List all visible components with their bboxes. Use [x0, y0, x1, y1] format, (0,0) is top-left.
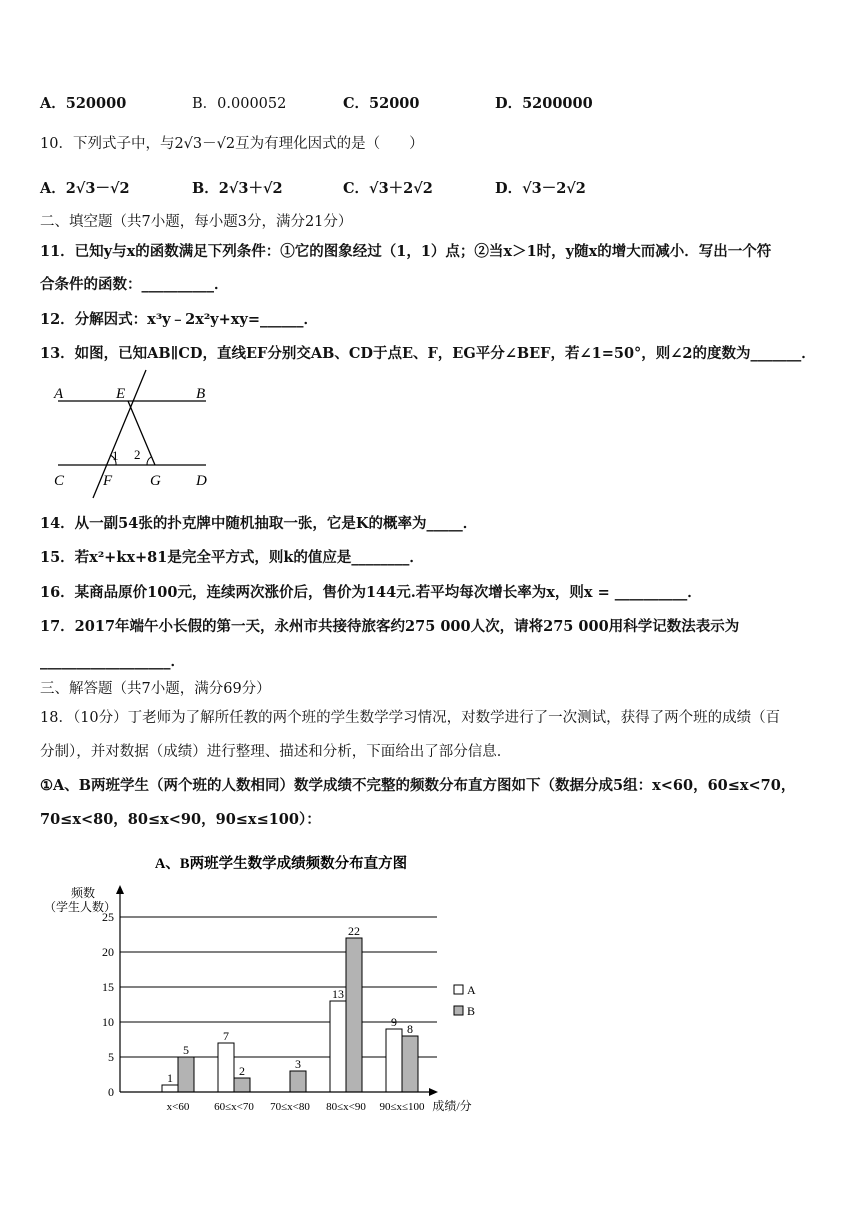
histogram-chart	[0, 845, 868, 1130]
x-tick-label: 80≤x<90	[326, 1101, 366, 1113]
label-angle1: 1	[112, 448, 119, 463]
y-axis-arrow	[116, 885, 124, 894]
bar-b	[402, 1036, 418, 1092]
y-tick-label: 5	[108, 1050, 114, 1064]
q17-line2: __________________．	[40, 653, 185, 670]
q18-line2: 分制），并对数据（成绩）进行整理、描述和分析，下面给出了部分信息．	[40, 744, 512, 760]
bar-a	[218, 1043, 234, 1092]
bar-a	[386, 1029, 402, 1092]
line-eg	[128, 401, 155, 465]
bar-value-label: 2	[239, 1064, 245, 1078]
q18-line4: 70≤x<80，80≤x<90，90≤x≤100）：	[40, 811, 321, 828]
bar-value-label: 9	[391, 1015, 397, 1029]
label-b: B	[196, 386, 206, 402]
x-tick-label: 90≤x≤100	[379, 1101, 425, 1113]
bar-value-label: 7	[223, 1029, 229, 1043]
q15: 15．若x²+kx+81是完全平方式，则k的值应是________．	[40, 549, 424, 566]
x-tick-label: 70≤x<80	[270, 1101, 310, 1113]
q12: 12．分解因式：x³y﹣2x²y+xy=______．	[40, 311, 318, 328]
bar-b	[346, 938, 362, 1092]
q9-option-a: A．520000	[40, 95, 127, 112]
label-e: E	[116, 386, 126, 402]
bar-a	[162, 1085, 178, 1092]
bar-value-label: 1	[167, 1071, 173, 1085]
q16: 16．某商品原价100元，连续两次涨价后，售价为144元.若平均每次增长率为x，则x = __________．	[40, 584, 702, 601]
bar-b	[234, 1078, 250, 1092]
x-axis-label: 成绩/分	[432, 1099, 472, 1113]
angle2-arc	[147, 457, 151, 465]
q18-line1: 18．（10分）丁老师为了解所任教的两个班的学生数学学习情况，对数学进行了一次测试，获得了两个班的成绩（百	[40, 710, 781, 726]
label-angle2: 2	[134, 447, 141, 462]
q11-line1: 11．已知y与x的函数满足下列条件：①它的图象经过（1，1）点；②当x＞1时，y随x的增大而减小．写出一个符	[40, 243, 772, 260]
y-tick-label: 20	[102, 945, 114, 959]
bar-b	[178, 1057, 194, 1092]
bar-b	[290, 1071, 306, 1092]
x-tick-label: 60≤x<70	[214, 1101, 254, 1113]
legend-a-label: A	[467, 983, 476, 997]
bar-value-label: 13	[332, 987, 344, 1001]
label-g: G	[150, 473, 161, 489]
label-d: D	[196, 473, 207, 489]
section3-title: 三、解答题（共7小题，满分69分）	[40, 681, 271, 697]
y-tick-label: 15	[102, 980, 114, 994]
bar-a	[330, 1001, 346, 1092]
y-tick-label: 25	[102, 910, 114, 924]
bar-value-label: 22	[348, 924, 360, 938]
bar-value-label: 5	[183, 1043, 189, 1057]
q10-option-c: C．√3＋2√2	[343, 180, 433, 197]
label-a: A	[54, 386, 64, 402]
label-f: F	[103, 473, 113, 489]
q14: 14．从一副54张的扑克牌中随机抽取一张，它是K的概率为_____．	[40, 515, 478, 532]
q10-stem: 10．下列式子中，与2√3－√2互为有理化因式的是（ ）	[40, 136, 424, 152]
q13-figure	[48, 368, 218, 500]
x-tick-label: x<60	[166, 1101, 190, 1113]
q9-option-c: C．52000	[343, 95, 420, 112]
q18-line3: ①A、B两班学生（两个班的人数相同）数学成绩不完整的频数分布直方图如下（数据分成5组：x<60，60≤x<70，	[40, 777, 796, 794]
chart-title: A、B两班学生数学成绩频数分布直方图	[154, 856, 408, 872]
label-c: C	[54, 473, 65, 489]
legend-b-swatch	[454, 1006, 463, 1015]
x-axis-arrow	[429, 1088, 438, 1096]
bar-value-label: 3	[295, 1057, 301, 1071]
legend-b-label: B	[467, 1004, 476, 1018]
bar-value-label: 8	[407, 1022, 413, 1036]
y-axis-label-line2: （学生人数）	[43, 900, 117, 914]
q17-line1: 17．2017年端午小长假的第一天，永州市共接待旅客约275 000人次，请将275 000用科学记数法表示为	[40, 618, 740, 635]
q10-option-a: A．2√3－√2	[40, 180, 130, 197]
legend-a-swatch	[454, 985, 463, 994]
q10-option-b: B．2√3＋√2	[192, 180, 283, 197]
y-tick-label: 10	[102, 1015, 114, 1029]
q9-option-b: B．0.000052	[192, 96, 287, 112]
q11-line2: 合条件的函数：__________．	[40, 276, 229, 293]
y-tick-label: 0	[108, 1085, 114, 1099]
q10-option-d: D．√3－2√2	[495, 180, 586, 197]
q13: 13．如图，已知AB∥CD，直线EF分别交AB、CD于点E、F，EG平分∠BEF，若∠1=50°，则∠2的度数为_______．	[40, 345, 816, 362]
y-axis-label-line1: 频数	[70, 886, 96, 900]
section2-title: 二、填空题（共7小题，每小题3分，满分21分）	[40, 214, 353, 230]
q9-option-d: D．5200000	[495, 95, 593, 112]
